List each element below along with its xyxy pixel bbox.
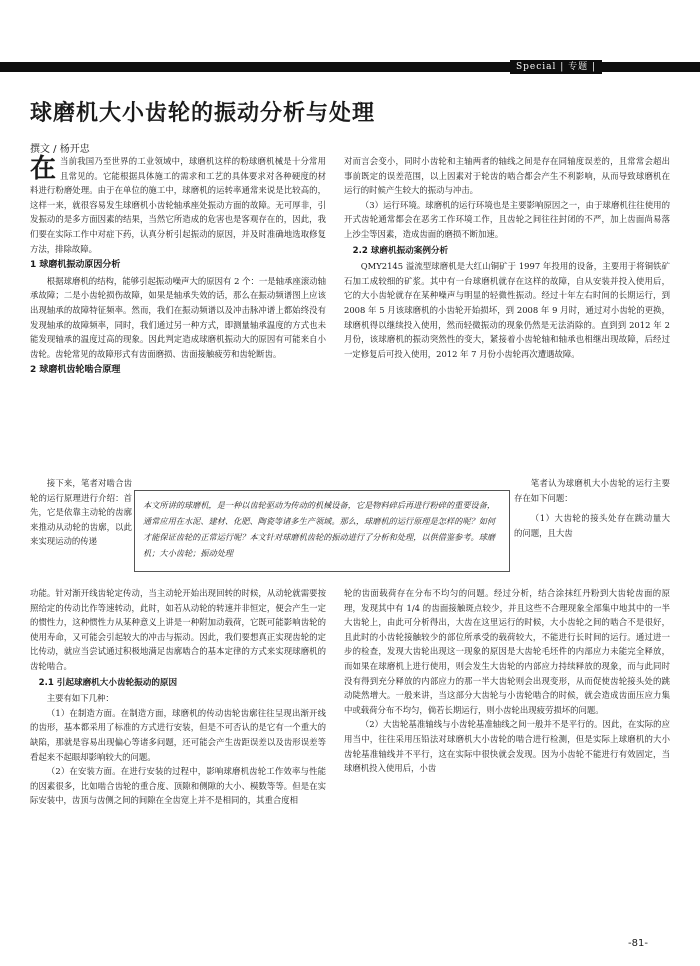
paragraph: QMY2145 溢流型球磨机是大红山铜矿于 1997 年投用的设备，主要用于将铜铁矿石加工成较细的矿浆。其中有一台球磨机就存在这样的故障，自从安装并投入使用后，它的大小齿轮就存在某种噪声与明显的轻微性振动。经过十年左右时间的长期运行，到 2008 年 5 月该球磨机的小齿轮开始损坏，到 2008 年 9 月时，通过对小齿轮的更换，球磨机得以继续投入使用，然而轻微振动的现象仍然是无法消除的。直到到 2012 年 2 月份，该球磨机的振动突然性的变大，紧接着小齿轮轴和轴承也相继出现故障，后经过一定修复后可投入使用，2012 年 7 月份小齿轮再次遭遇故障。 (344, 261, 670, 359)
paragraph: （1）大齿轮的接头处存在跳动量大的问题，且大齿 (514, 513, 670, 538)
paragraph: （2）在安装方面。在进行安装的过程中，影响球磨机齿轮工作效率与性能的因素很多，比如啮合齿轮的重合度、顶隙和侧隙的大小、模数等等。但是在实际安装中，齿顶与齿侧之间的间隙在全齿宽上并不是相同的，其重合度相 (30, 766, 326, 806)
page-number: -81- (628, 938, 648, 949)
article-title: 球磨机大小齿轮的振动分析与处理 (30, 101, 376, 126)
paragraph: 主要有如下几种： (46, 693, 114, 704)
right-column-bottom (344, 586, 670, 776)
paragraph: 功能。针对渐开线齿轮定传动，当主动轮开始出现回转的时候，从动轮就需要按照给定的传动比作等速转动，此时，如若从动轮的转速并非恒定，便会产生一定的惯性力，这种惯性力从某种意义上讲是一种附加动载荷，它既可能影响齿轮的使用寿命，又可能会引起较大的冲击与振动。因此，我们要想真正实现齿轮的定比传动，就应当尝试通过积极地满足齿廓啮合的基本定律的方式来实现球磨机的齿轮啮合。 (30, 588, 326, 671)
subsection-heading-2-2: 2.2 球磨机振动案例分析 (352, 245, 449, 256)
author-line: 撰文 / 杨开忠 (30, 144, 90, 155)
paragraph: 对而言会变小，同时小齿轮和主轴两者的轴线之间是存在同轴度误差的，且常常会超出事前既定的误差范围，以上因素对于轮齿的啮合都会产生不利影响，从而导致球磨机在运行的时候产生较大的振动与冲击。 (344, 156, 670, 196)
drop-cap: 在 (30, 154, 57, 184)
paragraph: 笔者认为球磨机大小齿轮的运行主要存在如下问题： (514, 478, 670, 503)
left-column-bottom (30, 586, 326, 808)
right-side-text (514, 476, 670, 540)
paragraph: （2）大齿轮基准轴线与小齿轮基准轴线之间一般并不是平行的。因此，在实际的应用当中，往往采用压铅法对球磨机大小齿轮的啮合进行检测，但是实际上球磨机的大小齿轮基准轴线并不平行，这在实际中很快就会发现。因为小齿轮不能进行有效固定，当球磨机投入使用后，小齿 (344, 719, 670, 774)
left-side-text (30, 476, 132, 549)
paragraph: 接下来，笔者对啮合齿轮的运行原理进行介绍：首先，它是依靠主动轮的齿廓来推动从动轮的齿廓，以此来实现运动的传递 (30, 478, 132, 547)
right-column-top (344, 154, 670, 361)
paragraph: 轮的齿面载荷存在分布不均匀的问题。经过分析，结合涂抹红丹粉到大齿轮齿面的原理，发现其中有 1/4 的齿面接触斑点较少，并且这些不合理现象全部集中地其中的一半大齿轮上，由此可分析得出，大齿在这里运行的时候，大小齿轮之间的啮合不是很好，且此时的小齿轮接触较少的部位所承受的载荷较大，不能进行长时间的运行。通过进一步的检查，发现大齿轮出现这一现象的原因是大齿轮毛坯件的内部应力未能完全释放，而如果在球磨机上进行使用，则会发生大齿轮的内部应力持续释放的现象，而与此同时没有得到充分释放的内部应力的那一半大齿轮则会出现变形，从而促使齿轮接头处的跳动陡然增大。一般来讲，当这部分大齿轮与小齿轮啮合的时候，就会造成齿面压应力集中或载荷分布不均匀，倘若长期运行，则小齿轮出现疲劳损坏的问题。 (344, 588, 670, 715)
paragraph: 根据球磨机的结构，能够引起振动噪声大的原因有 2 个：一是轴承座滚动轴承故障；二是小齿轮损伤故障，如果是轴承失效的话，那么在振动频谱图上应该出现轴承的故障特征频率。然而，我们在振动频谱以及冲击脉冲谱上都始终没有发现轴承的故障频率，同时，我们通过另一种方式，即测量轴承温度的方式也未能发现轴承的温度过高的现象。因此判定造成球磨机振动大的原因有可能来自小齿轮。齿轮常见的故障形式有齿面磨损、齿面接触疲劳和齿轮断齿。 (30, 275, 326, 359)
section-heading-1: 1 球磨机振动原因分析 (30, 260, 121, 271)
subsection-heading-2-1: 2.1 引起球磨机大小齿轮振动的原因 (38, 677, 178, 688)
abstract-box: 本文所讲的球磨机，是一种以齿轮驱动为传动的机械设备，它是物料碎后再进行粉碎的重要设备，通常应用在水泥、建材、化肥、陶瓷等诸多生产领域。那么，球磨机的运行原理是怎样的呢？如何才能保证齿轮的正常运行呢？本文针对球磨机齿轮的振动进行了分析和处理，以供借鉴参考。球磨机；大小齿轮；振动处理 (134, 490, 510, 572)
paragraph: （3）运行环境。球磨机的运行环境也是主要影响原因之一，由于球磨机往往使用的开式齿轮通常都会在恶劣工作环境工作，且齿轮之间往往封闭的不严，加上齿面尚易落上沙尘等因素，造成齿面的磨损不断加速。 (344, 199, 670, 239)
intro-text: 当前我国乃至世界的工业领域中，球磨机这样的粉球磨机械是十分常用且常见的。它能根据具体施工的需求和工艺的具体要求对各种硬度的材料进行粉磨处理。由于在单位的施工中，球磨机的运转率通常来说是比较高的，这样一来，就很容易发生球磨机小齿轮轴承座处振动方面的故障。无可厚非，引发振动的是多方面因素的结果，当然它所造成的危害也是客观存在的，因此，我们要在实际工作中对症下药，认真分析引起振动的原因，并及时准确地选取修复方法，排除故障。 (30, 156, 326, 254)
section-heading-2: 2 球磨机齿轮啮合原理 (30, 365, 121, 376)
left-column-top (30, 154, 326, 379)
section-tag: Special | 专题 | (510, 60, 602, 74)
intro-paragraph (30, 154, 326, 256)
paragraph: （1）在制造方面。在制造方面，球磨机的传动齿轮齿廓往往呈现出渐开线的齿形，基本都采用了标准的方式进行安装，但是不可否认的是它有一个重大的缺陷，那就是容易出现偏心等诸多问题，还可能会产生齿距误差以及齿形误差等看起来不起眼却影响较大的问题。 (30, 707, 326, 762)
